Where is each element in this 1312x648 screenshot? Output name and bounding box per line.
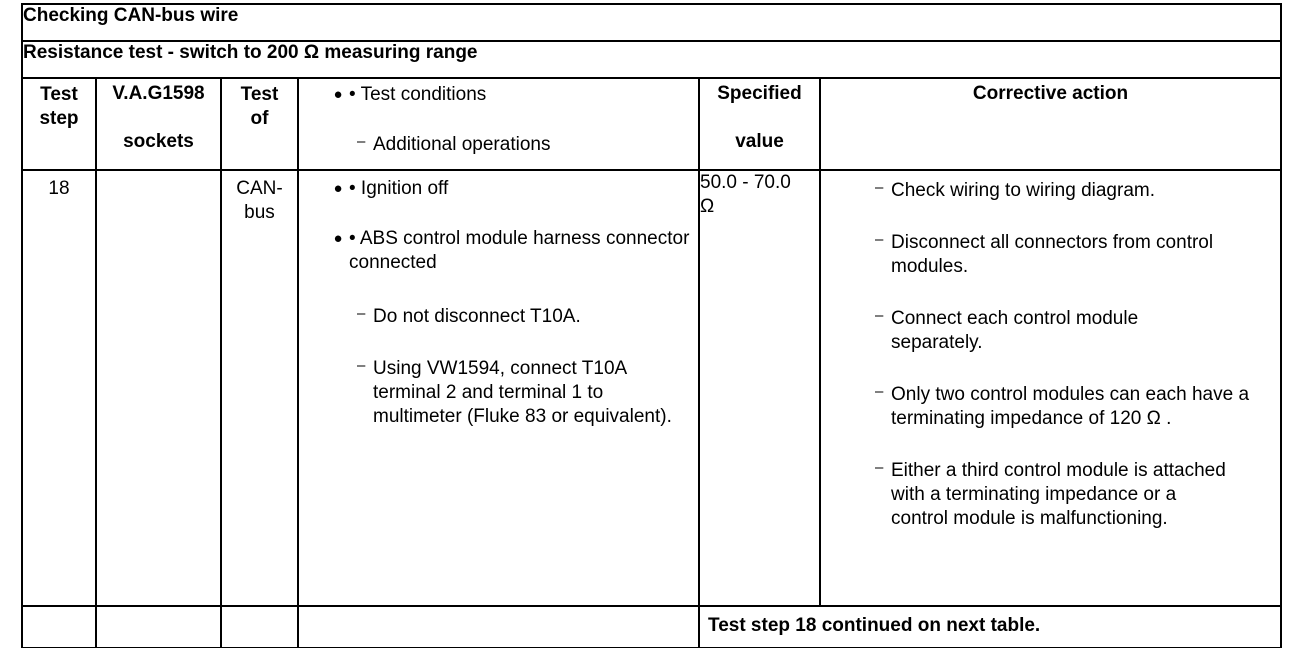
title-row <box>22 4 1281 41</box>
cell-conditions <box>298 170 699 606</box>
table-title: Checking CAN-bus wire <box>22 4 1281 41</box>
action-item: – Check wiring to wiring diagram. <box>875 179 1155 201</box>
footer-note: Test step 18 continued on next table. <box>699 606 1281 648</box>
action-item: – Only two control modules can each have a terminating impedance of 120 Ω . <box>875 383 1250 429</box>
header-test-of: Test of <box>221 78 298 170</box>
cell-sockets <box>96 170 221 606</box>
footer-row <box>22 606 1281 648</box>
header-specified-value: Specified value <box>699 78 820 170</box>
cell-specified-value: 50.0 - 70.0 Ω <box>699 170 820 606</box>
condition-item: ● • ABS control module harness connector connected <box>327 227 690 275</box>
dash-icon: – <box>875 179 884 196</box>
can-bus-test-table <box>21 3 1282 648</box>
header-row <box>22 78 1281 170</box>
dash-icon: – <box>875 231 884 248</box>
cell-corrective-action <box>820 170 1281 606</box>
action-item: – Disconnect all connectors from control modules. <box>875 231 1214 277</box>
footer-cell-empty <box>96 606 221 648</box>
table-subtitle: Resistance test - switch to 200 Ω measuring range <box>22 41 1281 78</box>
dash-icon: – <box>875 307 884 324</box>
footer-cell-empty <box>22 606 96 648</box>
header-conditions: ● • Test conditions – Additional operations <box>298 78 699 170</box>
cell-test-of: CAN-bus <box>221 170 298 606</box>
condition-item: – Do not disconnect T10A. <box>357 305 581 327</box>
dash-icon: – <box>357 133 366 150</box>
dash-icon: – <box>357 357 366 374</box>
bullet-icon: ● <box>333 180 343 197</box>
action-item: – Connect each control module separately. <box>875 307 1139 353</box>
subtitle-row <box>22 41 1281 78</box>
footer-cell-empty <box>221 606 298 648</box>
dash-icon: – <box>875 383 884 400</box>
bullet-icon: ● <box>333 86 343 103</box>
header-corrective-action: Corrective action <box>820 78 1281 170</box>
cell-test-step: 18 <box>22 170 96 606</box>
footer-cell-empty <box>298 606 699 648</box>
action-item: – Either a third control module is attached with a terminating impedance or a control module is malfunctioning. <box>875 459 1226 529</box>
condition-item: ● • Ignition off <box>327 177 690 201</box>
header-vag-sockets: V.A.G1598 sockets <box>96 78 221 170</box>
dash-icon: – <box>875 459 884 476</box>
condition-item: – Using VW1594, connect T10A terminal 2 and terminal 1 to multimeter (Fluke 83 or equivalent). <box>357 357 672 427</box>
table-row <box>22 170 1281 606</box>
dash-icon: – <box>357 305 366 322</box>
header-test-step: Test step <box>22 78 96 170</box>
bullet-icon: ● <box>333 230 343 247</box>
